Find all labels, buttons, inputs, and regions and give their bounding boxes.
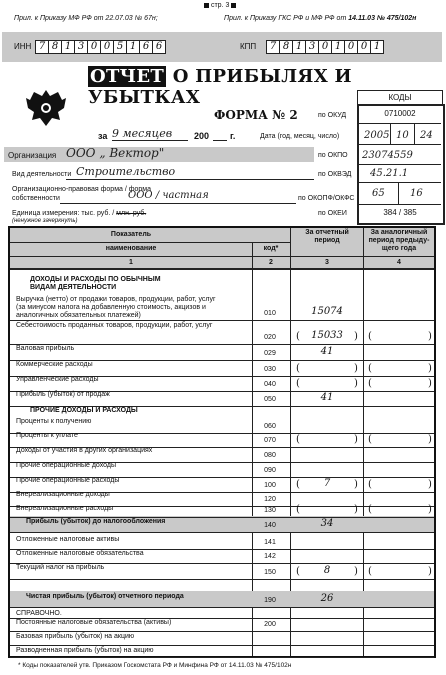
inn-digit[interactable]: 1 <box>126 40 140 54</box>
inn-digit[interactable]: 0 <box>87 40 101 54</box>
inn-digit[interactable]: 3 <box>74 40 88 54</box>
inn-label: ИНН <box>14 42 32 51</box>
kpp-digit[interactable]: 1 <box>331 40 345 54</box>
kpp-label: КПП <box>240 42 257 51</box>
section-other-title: ПРОЧИЕ ДОХОДЫ И РАСХОДЫ <box>30 407 138 414</box>
row-divider <box>10 645 434 646</box>
row-label: Внереализационные доходы <box>16 491 110 498</box>
page-marker-icon <box>231 3 236 8</box>
parenthesis-mark: ( <box>296 378 300 389</box>
section-ordinary-title: ДОХОДЫ И РАСХОДЫ ПО ОБЫЧНЫМ <box>30 276 161 283</box>
inn-digit[interactable]: 7 <box>35 40 49 54</box>
kpp-field[interactable] <box>266 40 383 54</box>
period-prefix: за <box>98 131 108 141</box>
divider <box>390 124 391 144</box>
divider <box>359 182 441 183</box>
parenthesis-mark: ) <box>354 566 358 577</box>
okopf-label: по ОКОПФ/ОКФС <box>298 195 355 202</box>
parenthesis-mark: ) <box>428 566 432 577</box>
inn-field[interactable] <box>35 40 165 54</box>
inn-digit[interactable]: 5 <box>113 40 127 54</box>
row-divider <box>10 631 434 632</box>
parenthesis-mark: ) <box>428 479 432 490</box>
row-code: 150 <box>264 569 276 576</box>
parenthesis-mark: ( <box>296 434 300 445</box>
row-label: Проценты к уплате <box>16 432 78 439</box>
order-reference-right: Прил. к Приказу ГКС РФ и МФ РФ от 14.11.03 № 475/102н <box>224 15 417 22</box>
row-label: Базовая прибыль (убыток) на акцию <box>16 633 135 640</box>
row-value-current[interactable]: 8 <box>323 565 331 576</box>
okved-label: по ОКВЭД <box>318 171 352 178</box>
row-divider <box>10 607 434 608</box>
row-label: Валовая прибыль <box>16 345 75 352</box>
organization-value[interactable]: ООО „ Вектор" <box>66 146 165 160</box>
divider <box>10 256 434 257</box>
row-label: Проценты к получению <box>16 418 92 425</box>
parenthesis-mark: ( <box>368 479 372 490</box>
period-value[interactable]: 9 месяцев <box>112 127 173 140</box>
inn-digit[interactable]: 0 <box>100 40 114 54</box>
row-label: Текущий налог на прибыль <box>16 564 105 571</box>
kpp-digit[interactable]: 1 <box>292 40 306 54</box>
parenthesis-mark: ( <box>296 479 300 490</box>
okud-label: по ОКУД <box>318 112 347 119</box>
col-previous-title: За аналогичный период предыду- щего года <box>368 229 430 252</box>
row-code: 080 <box>264 452 276 459</box>
row-label: Чистая прибыль (убыток) отчетного периода <box>26 593 184 600</box>
col-indicator-title: Показатель <box>110 231 152 238</box>
kpp-digit[interactable]: 8 <box>279 40 293 54</box>
okfs-code[interactable]: 16 <box>410 188 423 199</box>
divider <box>60 203 296 204</box>
okei-code: 384 / 385 <box>383 208 417 217</box>
parenthesis-mark: ( <box>368 434 372 445</box>
row-label: Прочие операционные доходы <box>16 462 117 469</box>
report-title: ОТЧЕТ О ПРИБЫЛЯХ И УБЫТКАХ <box>88 66 352 108</box>
row-label: Прибыль (убыток) до налогообложения <box>26 518 166 525</box>
kpp-digit[interactable]: 0 <box>344 40 358 54</box>
year-suffix: г. <box>230 131 236 141</box>
section-ordinary-title: ВИДАМ ДЕЯТЕЛЬНОСТИ <box>30 284 117 291</box>
col-number-1: 1 <box>129 259 133 266</box>
kpp-digit[interactable]: 0 <box>318 40 332 54</box>
row-code: 050 <box>264 396 276 403</box>
row-label: Коммерческие расходы <box>16 361 93 368</box>
inn-digit[interactable]: 8 <box>48 40 62 54</box>
row-code: 140 <box>264 522 276 529</box>
kpp-digit[interactable]: 7 <box>266 40 280 54</box>
divider <box>359 164 441 165</box>
row-code: 010 <box>264 310 276 317</box>
col-number-4: 4 <box>397 259 401 266</box>
okpo-code[interactable]: 23074559 <box>362 150 413 161</box>
row-value-current[interactable]: 41 <box>320 392 334 403</box>
year-prefix: 200 <box>194 131 210 141</box>
row-code: 120 <box>264 496 276 503</box>
divider <box>66 179 314 180</box>
inn-digit[interactable]: 1 <box>61 40 75 54</box>
parenthesis-mark: ( <box>368 566 372 577</box>
divider <box>213 140 227 141</box>
organization-label: Организация <box>8 151 57 160</box>
footnote: * Коды показателей утв. Приказом Госкомстата РФ и Минфина РФ от 14.11.03 № 475/102н <box>18 662 292 669</box>
okopf-code[interactable]: 65 <box>372 188 385 199</box>
row-code: 040 <box>264 381 276 388</box>
date-month[interactable]: 10 <box>396 130 409 141</box>
divider <box>359 144 441 145</box>
kpp-digit[interactable]: 3 <box>305 40 319 54</box>
row-label: Выручка (нетто) от продажи товаров, продукции, работ, услуг (за минусом налога на добавленную стоимость, акцизов и аналогичных обязательных платежей) <box>16 296 216 319</box>
legal-form-label: Организационно-правовая форма / форма <box>12 186 151 193</box>
row-value-current[interactable]: 26 <box>320 593 334 604</box>
okud-code: 0710002 <box>384 109 416 118</box>
page-marker-icon <box>204 3 209 8</box>
parenthesis-mark: ) <box>428 363 432 374</box>
date-label: Дата (год, месяц, число) <box>260 133 340 140</box>
inn-digit[interactable]: 6 <box>139 40 153 54</box>
parenthesis-mark: ( <box>296 331 300 342</box>
row-label: Доходы от участия в других организациях <box>16 447 153 454</box>
row-code: 141 <box>264 539 276 546</box>
row-label: Себестоимость проданных товаров, продукции, работ, услуг <box>16 322 213 329</box>
ownership-label: собственности <box>12 195 60 202</box>
row-code: 200 <box>264 621 276 628</box>
form-title: ФОРМА № 2 <box>214 108 298 122</box>
legal-form-value[interactable]: ООО / частная <box>128 190 209 201</box>
kpp-digit[interactable]: 1 <box>370 40 384 54</box>
date-day[interactable]: 24 <box>420 130 433 141</box>
divider <box>359 204 441 205</box>
row-label: Постоянные налоговые обязательства (активы) <box>16 619 172 626</box>
row-label: Отложенные налоговые активы <box>16 536 120 543</box>
row-value-current[interactable]: 41 <box>320 346 334 357</box>
parenthesis-mark: ) <box>354 504 358 515</box>
parenthesis-mark: ( <box>368 378 372 389</box>
parenthesis-mark: ) <box>428 434 432 445</box>
parenthesis-mark: ( <box>368 504 372 515</box>
row-code: 020 <box>264 334 276 341</box>
divider <box>414 124 415 144</box>
row-value-current[interactable]: 15074 <box>311 306 343 317</box>
row-code: 030 <box>264 366 276 373</box>
parenthesis-mark: ) <box>428 504 432 515</box>
divider <box>10 242 290 243</box>
divider <box>10 268 434 270</box>
row-label: Разводненная прибыль (убыток) на акцию <box>16 647 154 654</box>
row-code: 060 <box>264 423 276 430</box>
row-code: 142 <box>264 553 276 560</box>
parenthesis-mark: ) <box>354 434 358 445</box>
parenthesis-mark: ) <box>428 331 432 342</box>
row-divider <box>10 579 434 580</box>
activity-label: Вид деятельности <box>12 171 72 178</box>
codes-header: КОДЫ <box>357 90 443 106</box>
row-label: Управленческие расходы <box>16 376 99 383</box>
row-code: 090 <box>264 467 276 474</box>
row-code: 100 <box>264 482 276 489</box>
row-code: 190 <box>264 597 276 604</box>
col-number-2: 2 <box>269 259 273 266</box>
row-label: Прочие операционные расходы <box>16 477 120 484</box>
row-value-current[interactable]: 15033 <box>311 330 343 341</box>
parenthesis-mark: ) <box>354 331 358 342</box>
col-current-title: За отчетный период <box>305 229 349 244</box>
row-code: 130 <box>264 507 276 514</box>
col-name-title: наименование <box>105 245 157 252</box>
row-label: Отложенные налоговые обязательства <box>16 550 144 557</box>
okpo-label: по ОКПО <box>318 152 348 159</box>
divider <box>359 123 441 124</box>
row-divider <box>10 657 434 658</box>
date-year[interactable]: 2005 <box>364 130 390 141</box>
parenthesis-mark: ) <box>354 378 358 389</box>
parenthesis-mark: ) <box>428 378 432 389</box>
parenthesis-mark: ( <box>368 331 372 342</box>
row-value-current[interactable]: 7 <box>323 478 331 489</box>
okei-label: по ОКЕИ <box>318 210 347 217</box>
page-number: стр. 3 <box>204 2 236 9</box>
okved-code[interactable]: 45.21.1 <box>370 168 409 179</box>
col-number-3: 3 <box>325 259 329 266</box>
row-label: Прибыль (убыток) от продаж <box>16 391 110 398</box>
row-divider <box>10 406 434 407</box>
inn-digit[interactable]: 6 <box>152 40 166 54</box>
row-code: 070 <box>264 437 276 444</box>
row-code: 029 <box>264 350 276 357</box>
divider <box>398 182 399 204</box>
emblem-eagle-icon <box>22 84 70 132</box>
activity-value[interactable]: Строительство <box>76 165 176 178</box>
parenthesis-mark: ( <box>296 363 300 374</box>
row-divider <box>10 320 434 321</box>
row-label: Внереализационные расходы <box>16 505 114 512</box>
divider <box>112 140 188 141</box>
kpp-digit[interactable]: 0 <box>357 40 371 54</box>
row-label: СПРАВОЧНО. <box>16 610 62 617</box>
row-value-current[interactable]: 34 <box>320 518 334 529</box>
parenthesis-mark: ) <box>354 479 358 490</box>
unit-note: (ненужное зачеркнуть) <box>12 218 78 224</box>
parenthesis-mark: ( <box>296 504 300 515</box>
order-reference-left: Прил. к Приказу МФ РФ от 22.07.03 № 67н; <box>14 15 158 22</box>
unit-label: Единица измерения: тыс. руб. / млн. руб. <box>12 210 147 217</box>
parenthesis-mark: ) <box>354 363 358 374</box>
parenthesis-mark: ( <box>296 566 300 577</box>
row-divider <box>10 532 434 533</box>
col-code-title: код* <box>263 245 279 252</box>
parenthesis-mark: ( <box>368 363 372 374</box>
